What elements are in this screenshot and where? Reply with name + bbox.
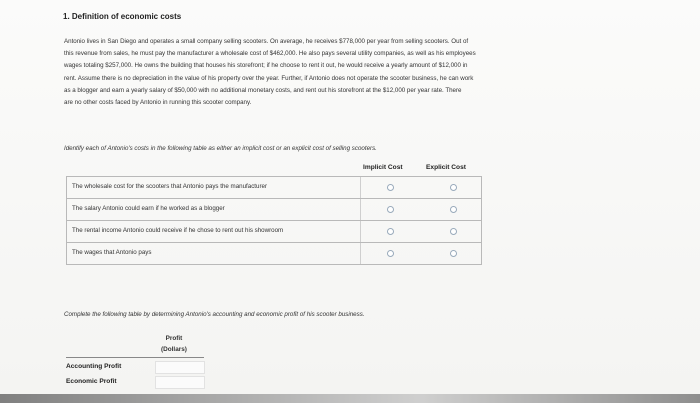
profit-table-instruction: Complete the following table by determining Antonio's accounting and economic profit of his scooter business. — [64, 311, 365, 318]
implicit-cost-radio[interactable] — [387, 250, 394, 257]
table-row — [66, 220, 482, 242]
paragraph-line: wages totaling $257,000. He owns the building that houses his storefront; if he choose to rent it out, he would receive a yearly amount of $12,000 in — [64, 62, 468, 70]
cost-description: The wholesale cost for the scooters that Antonio pays the manufacturer — [72, 183, 268, 190]
explicit-cost-radio[interactable] — [450, 250, 457, 257]
screen-bottom-edge — [0, 394, 700, 403]
implicit-cost-radio[interactable] — [387, 228, 394, 235]
cost-table-instruction: Identify each of Antonio's costs in the following table as either an implicit cost or an explicit cost of selling scooters. — [64, 145, 377, 152]
implicit-cost-radio[interactable] — [387, 206, 394, 213]
profit-header-unit: (Dollars) — [161, 346, 187, 353]
cost-description: The rental income Antonio could receive if he chose to rent out his showroom — [72, 227, 284, 234]
explicit-cost-radio[interactable] — [450, 228, 457, 235]
cost-description: The salary Antonio could earn if he worked as a blogger — [72, 205, 225, 212]
economic-profit-input[interactable] — [155, 376, 205, 389]
economic-profit-label: Economic Profit — [66, 378, 117, 385]
explicit-cost-header: Explicit Cost — [426, 164, 466, 171]
cost-classification-table — [66, 162, 482, 265]
explicit-cost-radio[interactable] — [450, 184, 457, 191]
table-row — [66, 198, 482, 220]
profit-header-label: Profit — [165, 335, 183, 342]
paragraph-line: this revenue from sales, he must pay the manufacturer a wholesale cost of $462,000. He also pays several utility companies, as well as his employees — [64, 50, 476, 58]
paragraph-line: are no other costs faced by Antonio in running this scooter company. — [64, 99, 252, 107]
profit-column-header — [161, 333, 187, 355]
accounting-profit-input[interactable] — [155, 361, 205, 374]
table-row — [66, 176, 482, 198]
header-divider — [66, 357, 204, 358]
implicit-cost-header: Implicit Cost — [363, 164, 403, 171]
paragraph-line: as a blogger and earn a yearly salary of $50,000 with no additional monetary costs, and rent out his storefront at the $12,000 per year rate. There — [64, 86, 462, 94]
problem-paragraph — [64, 36, 624, 109]
paragraph-line: Antonio lives in San Diego and operates a small company selling scooters. On average, he receives $778,000 per year from selling scooters. Out of — [64, 38, 469, 45]
question-title: 1. Definition of economic costs — [63, 12, 182, 21]
explicit-cost-radio[interactable] — [450, 206, 457, 213]
paragraph-line: rent. Assume there is no depreciation in the value of his property over the year. Further, if Antonio does not operate the scooter business, he can work — [64, 74, 474, 82]
table-row — [66, 242, 482, 265]
cost-description: The wages that Antonio pays — [72, 249, 152, 256]
implicit-cost-radio[interactable] — [387, 184, 394, 191]
table-header-row — [66, 162, 482, 176]
accounting-profit-label: Accounting Profit — [66, 363, 122, 370]
